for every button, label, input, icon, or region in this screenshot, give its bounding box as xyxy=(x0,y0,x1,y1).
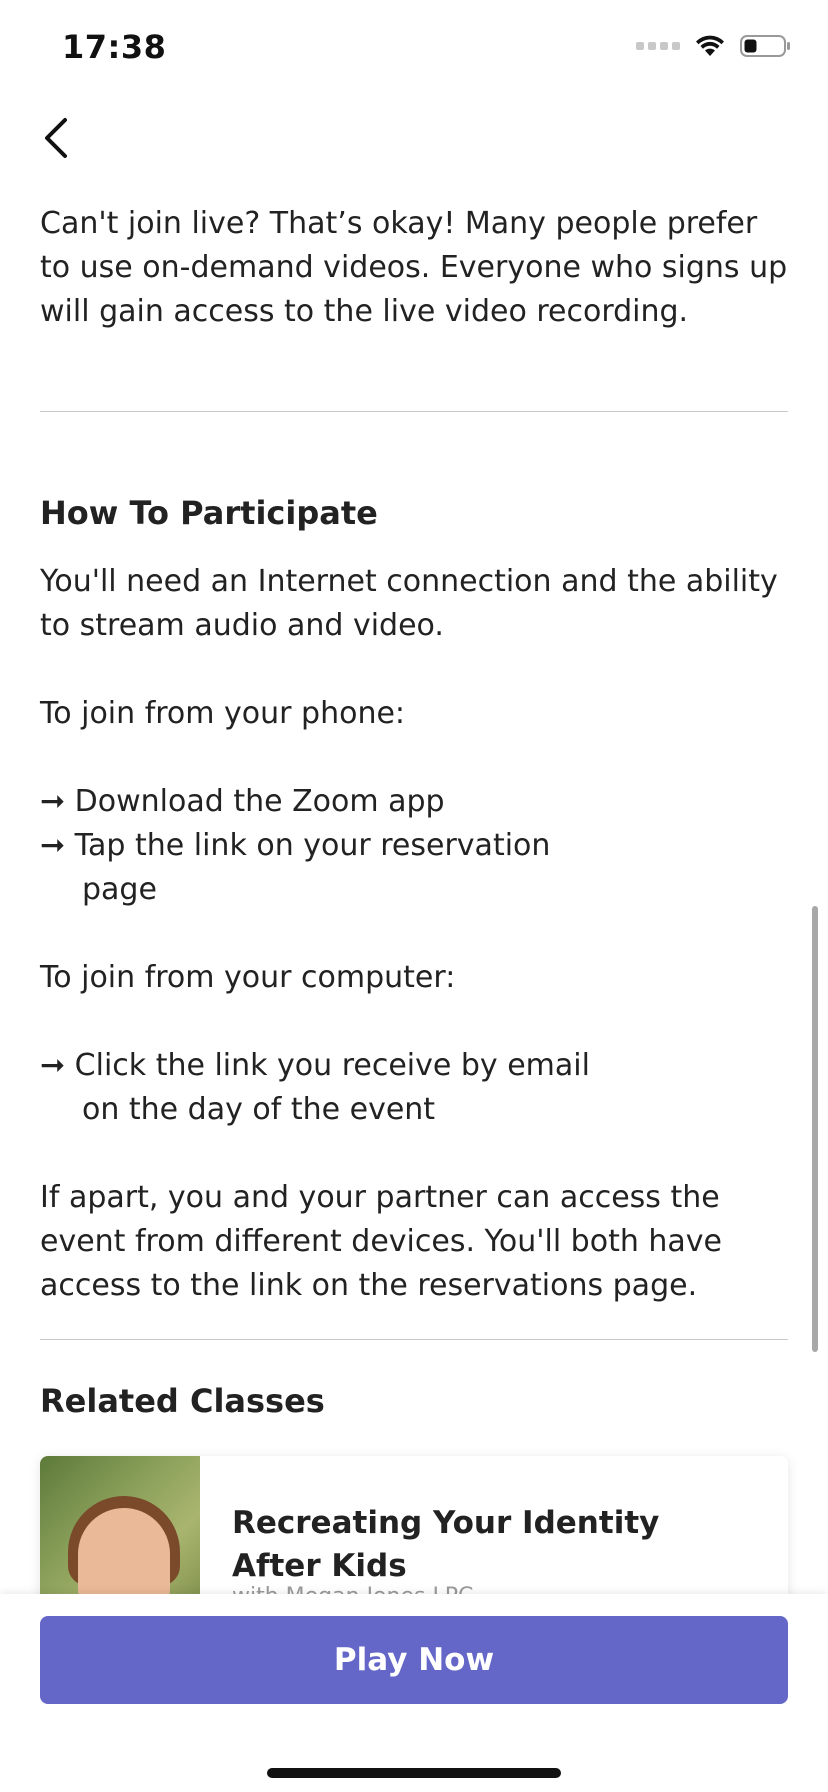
phone-step-tap-link-cont: page xyxy=(82,872,157,907)
battery-icon xyxy=(740,34,792,58)
bottom-action-bar xyxy=(0,1594,828,1792)
participate-title: How To Participate xyxy=(40,494,378,532)
computer-step-click-link: ➞ Click the link you receive by email xyxy=(40,1048,590,1083)
related-title: Related Classes xyxy=(40,1382,325,1420)
divider xyxy=(40,411,788,412)
phone-step-download: ➞ Download the Zoom app xyxy=(40,784,445,819)
divider xyxy=(40,1339,788,1340)
requirements-text: You'll need an Internet connection and the ability to stream audio and video. xyxy=(40,564,778,643)
intro-section xyxy=(40,202,788,334)
status-icons xyxy=(636,34,792,58)
cellular-signal-icon xyxy=(636,42,680,50)
intro-text: Can't join live? That’s okay! Many people prefer to use on-demand videos. Everyone who signs up will gain access to the live video recording. xyxy=(40,206,788,329)
participate-section xyxy=(40,560,788,1308)
scrollbar[interactable] xyxy=(812,906,818,1352)
chevron-left-icon xyxy=(41,116,69,160)
phone-heading: To join from your phone: xyxy=(40,696,406,731)
related-class-title: Recreating Your Identity After Kids xyxy=(232,1505,660,1584)
home-indicator xyxy=(267,1768,561,1778)
play-now-button[interactable]: Play Now xyxy=(40,1616,788,1704)
status-time: 17:38 xyxy=(62,28,167,66)
phone-step-tap-link: ➞ Tap the link on your reservation xyxy=(40,828,551,863)
partner-note: If apart, you and your partner can access the event from different devices. You'll both have access to the link on the reservations page. xyxy=(40,1180,723,1303)
wifi-icon xyxy=(694,34,726,58)
computer-step-click-link-cont: on the day of the event xyxy=(82,1092,436,1127)
status-bar xyxy=(0,0,828,100)
back-button[interactable] xyxy=(30,108,80,168)
computer-heading: To join from your computer: xyxy=(40,960,456,995)
